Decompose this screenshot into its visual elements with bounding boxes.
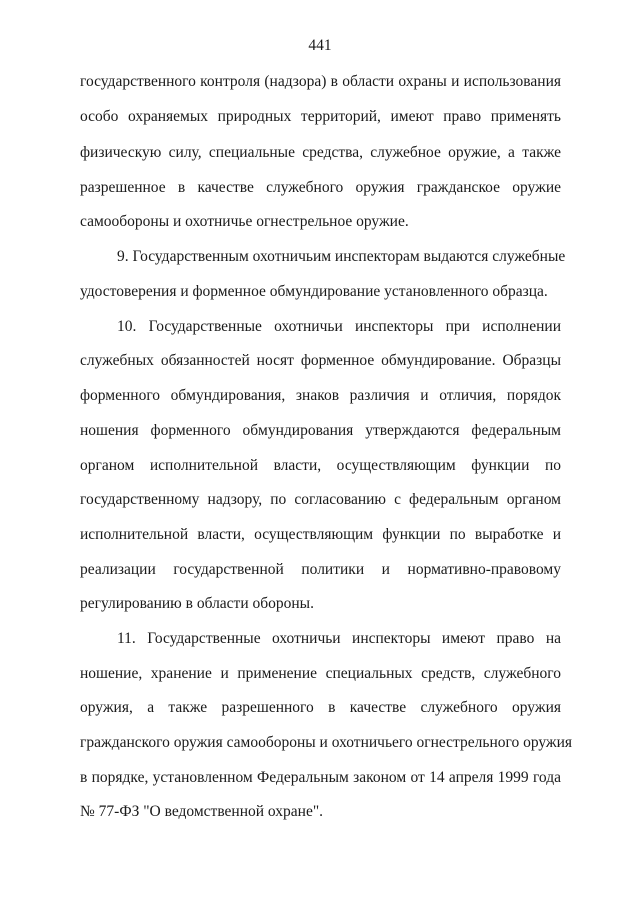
text-line: № 77-ФЗ "О ведомственной охране". [80, 803, 324, 820]
text-line: форменного обмундирования, знаков различия и отличия, порядок [80, 387, 561, 404]
text-line: регулированию в области обороны. [80, 595, 314, 612]
text-line: ношение, хранение и применение специальных средств, служебного [80, 665, 561, 682]
text-line: оружия, а также разрешенного в качестве служебного оружия [80, 699, 561, 716]
text-line: особо охраняемых природных территорий, имеют право применять [80, 108, 561, 125]
paragraph-10-first-line: 10. Государственные охотничьи инспекторы при исполнении [117, 318, 561, 335]
text-line: гражданского оружия самообороны и охотничьего огнестрельного оружия [80, 734, 573, 751]
text-line: ношения форменного обмундирования утверждаются федеральным [80, 422, 561, 439]
text-line: реализации государственной политики и нормативно-правовому [80, 561, 561, 578]
text-line: государственного контроля (надзора) в области охраны и использования [80, 73, 561, 90]
paragraph-9-first-line: 9. Государственным охотничьим инспекторам выдаются служебные [117, 248, 566, 265]
text-line: самообороны и охотничье огнестрельное оружие. [80, 213, 409, 230]
text-line: органом исполнительной власти, осуществляющим функции по [80, 457, 561, 474]
text-line: удостоверения и форменное обмундирование установленного образца. [80, 283, 548, 300]
page-number: 441 [308, 37, 332, 54]
text-line: в порядке, установленном Федеральным законом от 14 апреля 1999 года [80, 769, 561, 786]
paragraph-11-first-line: 11. Государственные охотничьи инспекторы имеют право на [117, 630, 561, 647]
text-line: исполнительной власти, осуществляющим функции по выработке и [80, 526, 561, 543]
text-line: государственному надзору, по согласованию с федеральным органом [80, 491, 561, 508]
text-line: разрешенное в качестве служебного оружия гражданское оружие [80, 179, 561, 196]
text-line: служебных обязанностей носят форменное обмундирование. Образцы [80, 352, 561, 369]
text-line: физическую силу, специальные средства, служебное оружие, а также [80, 144, 561, 161]
